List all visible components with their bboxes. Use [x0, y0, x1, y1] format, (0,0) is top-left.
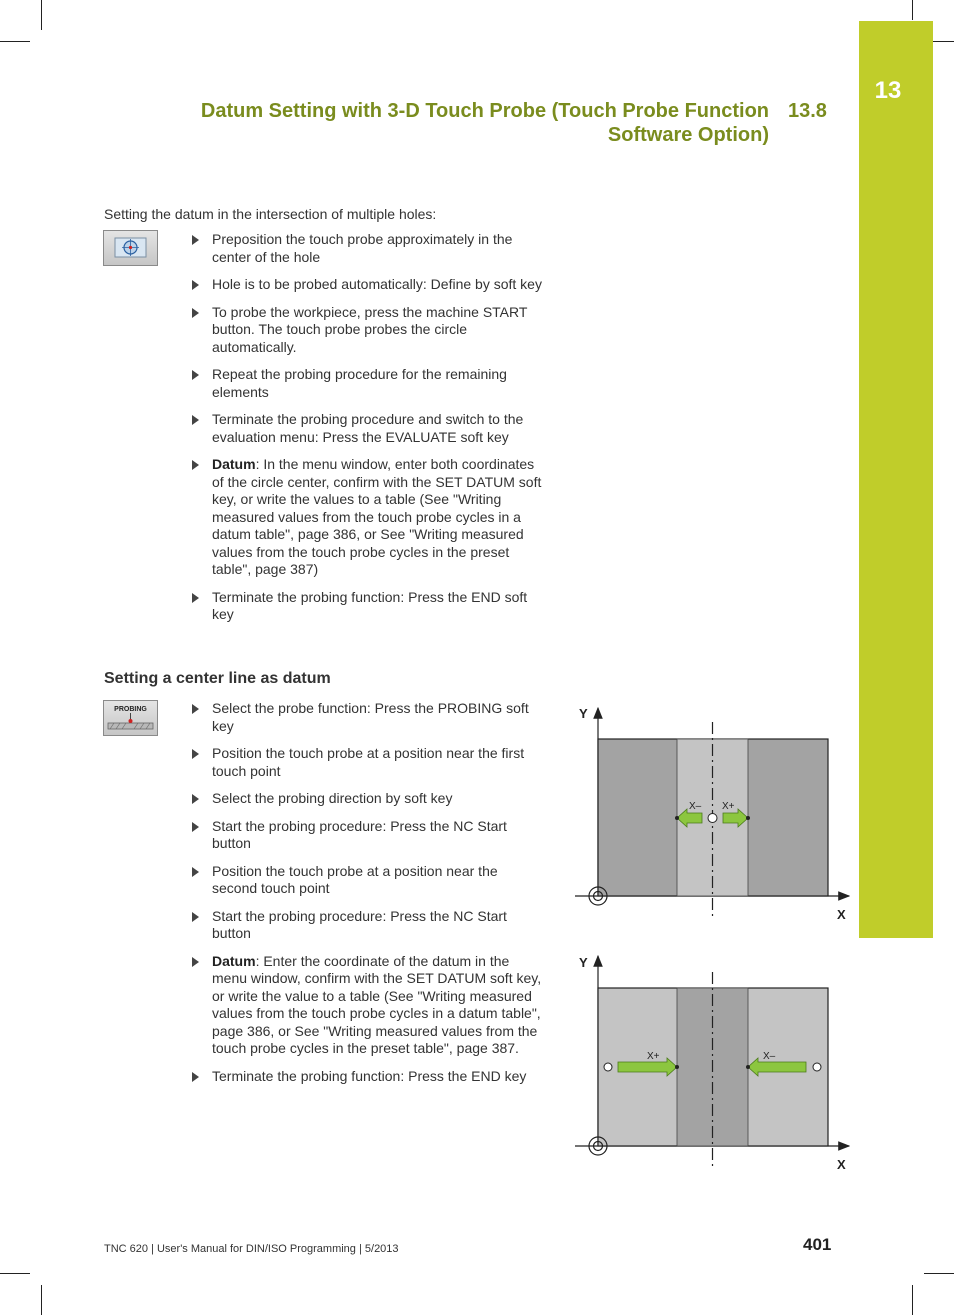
list-item-text: Start the probing procedure: Press the NC Start button	[212, 817, 507, 851]
bullet-arrow-icon	[192, 794, 199, 804]
bullet-arrow-icon	[192, 415, 199, 425]
bullet-arrow-icon	[192, 704, 199, 714]
page-title-line2: Software Option)	[607, 124, 769, 146]
list-item-text: : Enter the coordinate of the datum in the menu window, confirm with the SET DATUM soft key, or write the value to a table (See "Writing measured values from the touch probe cycles in a datum table", page 386, or See "Writing measured values from the touch probe cycles in the preset table", page 387.	[212, 952, 542, 1056]
bullet-arrow-icon	[192, 460, 199, 470]
list-item-text: Hole is to be probed automatically: Define by soft key	[212, 276, 542, 292]
list-item	[192, 456, 544, 579]
probing-softkey[interactable]	[103, 700, 158, 736]
list-item-text: Select the probing direction by soft key	[212, 790, 453, 806]
list-item	[192, 304, 544, 357]
bullet-arrow-icon	[192, 749, 199, 759]
bullet-arrow-icon	[192, 370, 199, 380]
list-item-text: Select the probe function: Press the PROBING soft key	[212, 700, 529, 734]
list-item	[192, 1068, 544, 1086]
steps-list-centerline	[192, 700, 544, 1095]
list-item	[192, 818, 544, 853]
bullet-arrow-icon	[192, 822, 199, 832]
axis-y-label: Y	[579, 955, 588, 970]
list-item-text: Position the touch probe at a position near the second touch point	[212, 862, 498, 896]
crop-mark	[912, 1285, 913, 1315]
probe-direction-label-left: X+	[647, 1051, 660, 1062]
list-item	[192, 411, 544, 446]
steps-list-holes	[192, 231, 544, 634]
page-title-line1: Datum Setting with 3-D Touch Probe (Touch Probe Function	[200, 100, 769, 122]
list-item-text: Preposition the touch probe approximately in the center of the hole	[212, 231, 513, 265]
bullet-arrow-icon	[192, 593, 199, 603]
centerline-figure-1	[565, 700, 855, 930]
bullet-arrow-icon	[192, 308, 199, 318]
bullet-arrow-icon	[192, 867, 199, 877]
page-number: 401	[803, 1235, 832, 1254]
section-number: 13.8	[788, 100, 827, 122]
list-item-text: To probe the workpiece, press the machine START button. The touch probe probes the circle automatically.	[212, 303, 528, 355]
footer-text: TNC 620 | User's Manual for DIN/ISO Programming | 5/2013	[104, 1243, 399, 1255]
list-item-text: Terminate the probing function: Press the END key	[212, 1067, 527, 1084]
crop-mark	[0, 1273, 30, 1274]
axis-y-label: Y	[579, 706, 588, 721]
chapter-number: 13	[874, 77, 902, 104]
list-item	[192, 863, 544, 898]
crop-mark	[924, 1273, 954, 1274]
list-item-keyword: Datum	[212, 456, 256, 472]
bullet-arrow-icon	[192, 912, 199, 922]
probe-direction-label-left: X–	[689, 801, 702, 812]
list-item	[192, 953, 544, 1058]
crop-mark	[41, 0, 42, 30]
list-item	[192, 700, 544, 735]
bullet-arrow-icon	[192, 235, 199, 245]
crop-mark	[912, 0, 913, 20]
probing-softkey-label: PROBING	[114, 706, 147, 713]
list-item	[192, 908, 544, 943]
page-title	[129, 99, 769, 147]
list-item-text: Terminate the probing procedure and switch to the evaluation menu: Press the EVALUATE soft key	[212, 411, 524, 445]
hole-probe-softkey[interactable]	[103, 230, 158, 266]
bullet-arrow-icon	[192, 957, 199, 967]
axis-x-label: X	[837, 1157, 846, 1172]
list-item	[192, 790, 544, 808]
axis-x-label: X	[837, 907, 846, 922]
list-item-text: Repeat the probing procedure for the remaining elements	[212, 366, 507, 400]
intro-text: Setting the datum in the intersection of multiple holes:	[104, 206, 437, 222]
hole-probe-icon	[104, 231, 157, 265]
list-item	[192, 745, 544, 780]
list-item-keyword: Datum	[212, 952, 256, 969]
list-item-text: Terminate the probing function: Press the END soft key	[212, 588, 528, 622]
list-item	[192, 589, 544, 624]
probe-direction-label-right: X–	[763, 1051, 776, 1062]
list-item-text: Start the probing procedure: Press the NC Start button	[212, 907, 507, 941]
bullet-arrow-icon	[192, 1072, 199, 1082]
crop-mark	[41, 1285, 42, 1315]
list-item-text: : In the menu window, enter both coordinates of the circle center, confirm with the SET DATUM soft key, or write the values to a table (See "Writing measured values from the touch probe cycles in a datum table", page 386, or See "Writing measured values from the touch probe cycles in the preset table", page 387)	[212, 456, 542, 577]
list-item-text: Position the touch probe at a position near the first touch point	[212, 745, 525, 779]
probe-direction-label-right: X+	[722, 801, 735, 812]
centerline-figure-2	[565, 950, 855, 1180]
crop-mark	[0, 41, 30, 42]
section-heading: Setting a center line as datum	[104, 670, 331, 687]
list-item	[192, 276, 544, 294]
list-item	[192, 366, 544, 401]
bullet-arrow-icon	[192, 280, 199, 290]
list-item	[192, 231, 544, 266]
chapter-tab	[859, 21, 933, 938]
probing-icon	[104, 701, 157, 735]
